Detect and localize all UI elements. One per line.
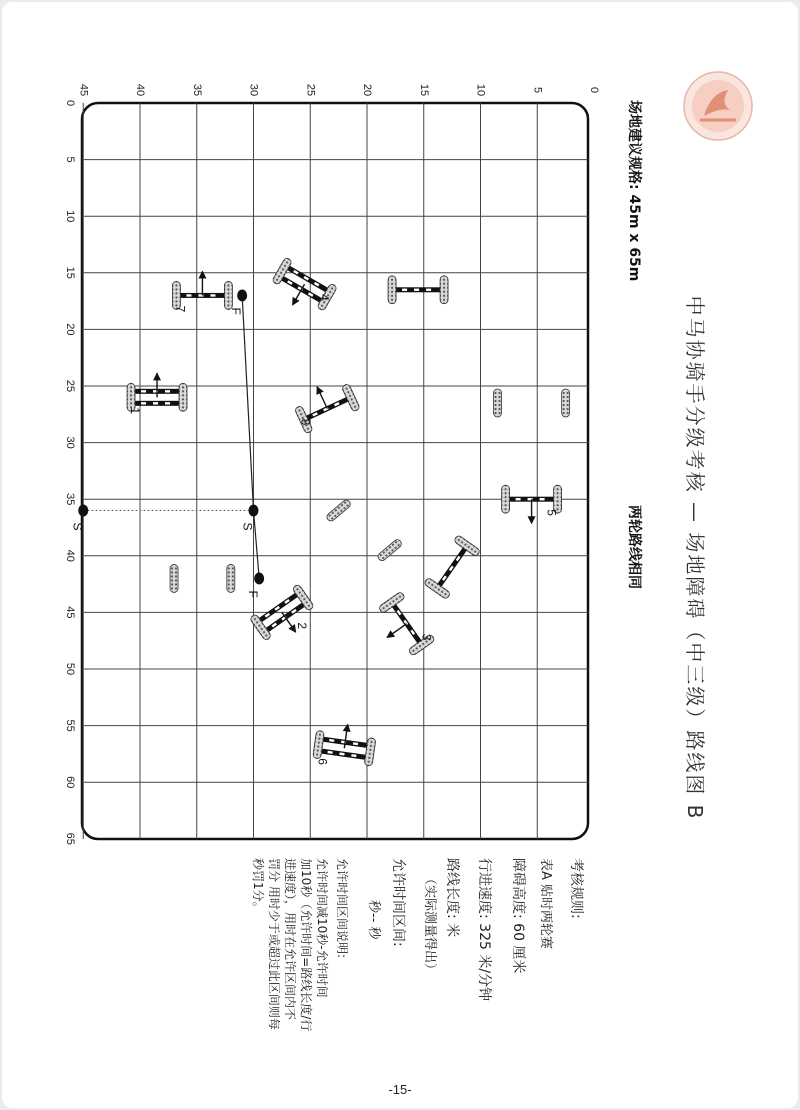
axis-tick-label-long: 30 [64,436,77,449]
rules-line: 允许时间区间: [390,858,406,947]
axis-tick-label-long: 0 [64,99,77,107]
single-pole-f [170,564,178,592]
rules-block [251,858,585,1031]
axis-tick-label-long: 55 [64,719,77,732]
axis-tick-label-long: 10 [64,210,77,223]
course-subtitle: 两轮路线相同 [626,505,642,589]
field-boundary [82,103,588,839]
axis-tick-label-short: 5 [531,86,544,94]
axis-tick-label-long: 40 [64,549,77,562]
rules-line: 允许时间减10秒-允许时间 [315,858,329,998]
obstacle-number: 7 [173,305,188,313]
single-stand [562,389,570,417]
start-marker [249,505,259,517]
axis-tick-label-long: 50 [64,662,77,676]
axis-tick-label-short: 20 [361,83,374,97]
axis-tick-label-short: 10 [474,83,487,97]
pole-stripe [414,289,419,291]
field-spec: 场地建议规格: 45m x 65m [626,100,642,282]
axis-tick-label-short: 0 [588,86,601,94]
axis-tick-label-short: 45 [77,83,90,97]
obstacle-number: 3 [419,633,434,641]
axis-tick-label-short: 30 [247,83,260,97]
start-marker [78,505,88,517]
single-pole-e [227,564,235,592]
axis-tick-label-short: 25 [304,83,317,97]
obstacle-number: 6 [315,758,330,765]
axis-tick-label-short: 15 [417,83,430,97]
field [64,84,600,845]
jump-stand [502,485,510,513]
jump-stand [224,281,232,309]
pole-stripe [426,289,431,291]
pole-stripe [141,402,146,404]
rules-line: 罚分 用时少于或超过此区间则每 [267,858,281,1030]
rules-line: 进速度），用时在允许区间内不 [283,858,297,1021]
finish-marker [237,289,247,301]
finish-label: F [229,307,244,315]
rules-line: 行进速度: 325 米/分钟 [476,858,492,1002]
association-logo [684,72,752,140]
obstacle-number: 2 [294,622,309,630]
obstacle-number: 1 [128,407,143,415]
finish-label: F [246,590,261,598]
jump-stand [388,276,396,304]
pole-stripe [186,294,191,296]
rules-line: 路线长度: 米 [444,858,460,938]
page-title: 中马协骑手分级考核 — 场地障碍（中三级）路线图 B [683,295,707,821]
axis-tick-label-long: 20 [64,323,77,336]
obstacle-number: 8 [298,418,313,426]
pole-stripe [516,498,521,500]
rules-line: 障碍高度: 60 厘米 [510,858,526,974]
single-stand [227,564,235,592]
jump-stand [179,383,187,411]
pole-stripe [402,289,407,291]
rules-heading: 考核规则: [568,858,584,919]
axis-tick-label-long: 5 [64,156,77,163]
axis-tick-label-long: 15 [64,266,77,279]
pole-stripe [210,294,215,296]
axis-tick-label-long: 25 [64,379,77,393]
rules-line: （实际测量得出） [422,872,437,977]
axis-tick-label-short: 35 [190,83,203,97]
obstacle-number: 4 [317,294,332,301]
axis-tick-label-long: 65 [64,832,77,845]
pole-stripe [165,390,170,392]
finish-marker [254,572,264,584]
obstacle-number: 5 [544,509,559,516]
single-stand [170,564,178,592]
single-pole-a [494,389,502,417]
axis-tick-label-short: 40 [134,83,147,97]
rules-line: 加10秒（允许时间=路线长度/行 [299,858,313,1032]
axis-tick-label-long: 60 [64,776,77,789]
single-pole-b [562,389,570,417]
pole-stripe [540,498,545,500]
pole-stripe [165,402,170,404]
rules-line: 秒-- 秒 [366,900,381,940]
rules-line: 秒罚1分。 [251,858,265,914]
axis-tick-label-long: 45 [64,606,77,619]
rules-line: 表A 贴时两轮赛 [538,858,553,950]
pole-stripe [141,390,146,392]
start-label: S [240,522,255,531]
start-label: S [70,522,85,531]
jump-stand [440,276,448,304]
single-stand [494,389,502,417]
pole-stripe [153,402,158,404]
rules-line: 允许时间区间说明: [335,858,349,959]
page-number: -15- [388,1082,412,1097]
axis-tick-label-long: 35 [64,493,77,506]
